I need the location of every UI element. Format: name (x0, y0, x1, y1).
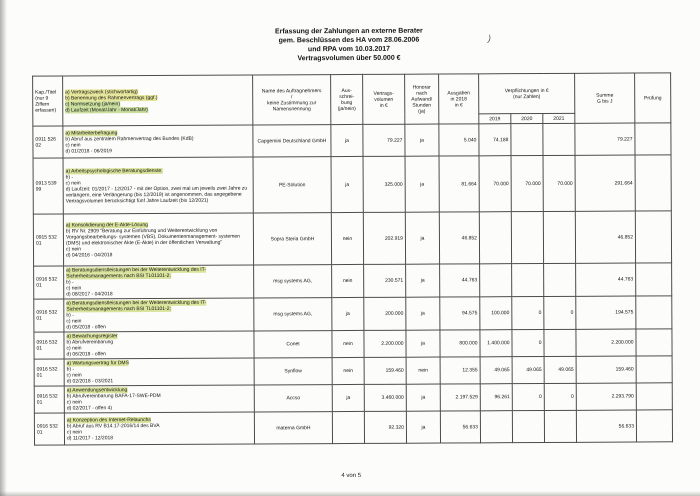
zweck-b-text: b) - (66, 312, 74, 319)
honorar-header-line: Aufwand/ (411, 96, 433, 103)
summe-header-line: G bis J (596, 98, 613, 105)
col-header-verpflichtungen (479, 73, 575, 114)
zweck-c-text: c) nein (66, 399, 82, 406)
summe-header-line: Summe (596, 92, 614, 99)
ausschreibung-cell: ja (331, 124, 363, 156)
verpflichtung-2019-cell: 1.400.000 (480, 330, 512, 357)
zweck-b-text: b) - (66, 279, 74, 286)
ausschreibung-header-line: (ja/nein) (337, 105, 356, 112)
summe-cell: 291.664 (575, 155, 635, 211)
honorar-cell: ja (406, 264, 440, 297)
auftragnehmer-cell: PE-Solution (253, 157, 331, 213)
verpflichtung-2020-cell (512, 410, 544, 442)
vertragsvolumen-cell: 325.000 (363, 156, 405, 212)
auftragnehmer-header-line: / (290, 93, 293, 100)
year-header-2019: 2019 (479, 114, 511, 124)
vertragszweck-cell (63, 213, 253, 266)
title-line-2: gem. Beschlüssen des HA vom 28.06.2006 (278, 36, 420, 45)
ausgaben-header-line: in 2018 (450, 95, 467, 102)
col-header-vertragszweck (63, 75, 253, 126)
vertragszweck-cell (63, 157, 253, 214)
zweck-header-d-text: d) Laufzeit (Monat/Jahr - Monat/Jahr) (65, 106, 148, 113)
pruefung-cell (636, 356, 672, 383)
table-row (34, 410, 672, 445)
zweck-a-text: a) Konzeption des Internet-Relaunchs (66, 416, 151, 423)
zweck-a-text: a) Arbeitspsychologische Beratungsdienste; (65, 167, 163, 174)
kap-titel-cell: 0916 532 01 (34, 299, 64, 332)
table-row (33, 155, 671, 214)
honorar-cell: nein (406, 357, 440, 384)
col-header-honorar (405, 74, 439, 124)
zweck-c-text: c) nein (66, 372, 82, 379)
beraterzahlungen-table (32, 72, 673, 445)
zweck-b-text: b) - (66, 366, 75, 373)
zweck-line-a (66, 267, 251, 280)
zweck-header-c-text: c) Normsetzung (ja/nein) (65, 100, 121, 107)
col-header-kap-titel (33, 76, 63, 126)
zweck-line-d (66, 324, 251, 331)
verpflichtung-2019-cell (480, 264, 512, 297)
ausgaben-header-line: in € (454, 101, 463, 108)
kap-header-line: Kap./Titel (35, 89, 57, 96)
kap-header-line: erfassen) (35, 107, 57, 114)
kap-titel-cell: 0916 532 01 (34, 359, 64, 386)
zweck-b-text: b) Abrufvereinbarung (66, 339, 114, 346)
summe-cell: 2.293.790 (576, 383, 636, 410)
zweck-b-text: b) Abruf aus zentralem Rahmenvertrag des Bundes (KdB) (65, 135, 194, 142)
pruefung-cell (636, 329, 672, 356)
col-header-ausgaben-2018 (439, 74, 479, 124)
auftragnehmer-cell: Capgemini Deutschland GmbH (253, 125, 331, 157)
auftragnehmer-cell: msg systems AG, (254, 298, 332, 331)
zweck-line-a (66, 300, 251, 313)
verpflichtung-2021-cell: 0 (544, 383, 576, 410)
table-row (34, 329, 672, 359)
honorar-cell: ja (406, 330, 440, 357)
vertragsvolumen-cell: 92.320 (364, 411, 406, 443)
summe-cell: 79.227 (575, 123, 635, 155)
zweck-line-d (67, 405, 252, 412)
col-header-summe (575, 73, 635, 123)
verpflichtung-2019-cell: 49.065 (480, 357, 512, 384)
honorar-cell: ja (406, 411, 440, 443)
auftragnehmer-header-line: Namensnennung (272, 105, 311, 112)
pruefung-cell (636, 410, 672, 442)
auftragnehmer-cell: Accso (254, 385, 332, 412)
zweck-line-b (66, 227, 251, 246)
verpflichtung-2021-cell (543, 123, 575, 155)
kap-titel-cell: 0913 539 99 (33, 158, 63, 214)
honorar-cell: ja (406, 384, 440, 411)
ausschreibung-cell: ja (331, 156, 363, 212)
honorar-cell: ja (406, 297, 440, 330)
vertragszweck-cell (63, 125, 253, 158)
ausgaben-cell: 46.852 (439, 212, 479, 264)
zweck-d-text: d) 06/2018 - offen (66, 351, 106, 358)
vertragszweck-cell (64, 298, 254, 332)
col-header-auftragnehmer (253, 75, 331, 125)
honorar-cell: ja (405, 124, 439, 156)
table-body (33, 123, 673, 445)
ausschreibung-cell: ja (332, 297, 364, 330)
zweck-header-a-text: a) Vertragszweck (stichwortartig) (65, 88, 138, 95)
ausschreibung-cell: nein (332, 330, 364, 357)
kap-titel-cell: 0911 526 02 (33, 126, 63, 158)
ausschreibung-cell (332, 411, 364, 443)
pruefung-cell (636, 296, 672, 329)
auftragnehmer-cell: msg systems AG, (254, 265, 332, 298)
vertragsvolumen-cell: 200.000 (364, 297, 406, 330)
zweck-b-text: b) - (65, 173, 74, 180)
zweck-a-text: a) Konsolidierung der E-Akte-Lösung (65, 221, 148, 228)
ausschreibung-cell: nein (331, 212, 363, 264)
summe-cell: 159.460 (576, 356, 636, 383)
zweck-c-text: c) nein (66, 285, 82, 292)
zweck-d-text: d) 04/2016 - 04/2018 (66, 251, 113, 258)
title-line-4: Vertragsvolumen über 50.000 € (297, 54, 401, 63)
vertragsvolumen-cell: 230.571 (364, 264, 406, 297)
zweck-header-b-text: b) Benennung des Rahmenvertrags (ggf.) (65, 94, 158, 101)
verpflichtung-2019-cell: 70.000 (479, 156, 511, 212)
zweck-c-text: c) nein (66, 318, 82, 325)
ausschreibung-header-line: schrei- (339, 93, 355, 100)
zweck-line-d (67, 378, 252, 385)
zweck-b-text: b) RV Nr. 2909 "Beratung zur Einführung und Weiterentwicklung von Vorgangsbearbeitungs- systemen (VBS), Dokumentenmanagement- systemen (DMS) und elektronischer Akte (E-Akte) in der öffentlichen Verwaltung" (65, 227, 240, 246)
verpflichtung-2020-cell (511, 211, 543, 263)
ausschreibung-header-line: Aus- (341, 87, 352, 94)
verpflichtung-2019-cell: 100.000 (480, 297, 512, 330)
zweck-a-text: a) Mitarbeiterbefragung (65, 129, 118, 136)
verpflichtung-2019-cell: 74.188 (479, 124, 511, 156)
summe-cell: 44.763 (576, 263, 636, 296)
zweck-c-text: c) nein (65, 245, 82, 252)
verpflichtung-2021-cell (543, 211, 575, 263)
table-row (34, 263, 672, 299)
ausschreibung-cell: nein (332, 264, 364, 297)
document-title (0, 25, 699, 65)
verpflichtung-2020-cell: 70.000 (511, 155, 543, 211)
verpflichtung-2019-cell: 96.261 (480, 384, 512, 411)
ausgaben-cell: 5.040 (439, 124, 479, 156)
honorar-header-line: Honorar (412, 84, 431, 91)
zweck-line-d (67, 351, 252, 358)
auftragnehmer-cell: Synflow (254, 358, 332, 385)
kap-header-line: (nur 9 Ziffern (35, 95, 50, 108)
handwritten-scan-mark: ) (486, 33, 493, 44)
verpflichtung-2020-cell: 0 (512, 296, 544, 329)
auftragnehmer-cell: Conet (254, 331, 332, 358)
zweck-c-text: c) nein (65, 179, 81, 186)
honorar-header-line: nach (416, 90, 428, 97)
verpflichtungen-header-line: (nur Zahlen) (513, 93, 541, 100)
zweck-line-d (67, 434, 252, 441)
zweck-c-text: c) nein (66, 345, 82, 352)
zweck-d-text: d) 02/2018 - 03/2021 (66, 378, 114, 385)
vertragsvolumen-cell: 79.227 (363, 124, 405, 156)
ausgaben-header-line: Ausgaben (447, 89, 470, 96)
vertragsvolumen-cell: 202.919 (363, 212, 405, 264)
kap-titel-cell: 0915 532 01 (33, 214, 63, 266)
pruefung-cell (635, 155, 671, 211)
summe-cell: 194.575 (576, 296, 636, 329)
verpflichtung-2019-cell (480, 411, 512, 443)
kap-titel-cell: 0916 532 01 (34, 266, 64, 299)
zweck-a-text: a) Beratungsdienstleistungen bei der Weiterentwicklung des IT- Sicherheitsmanagements nach BSI TL01101-2; (66, 266, 207, 280)
zweck-d-text: d) 02/2017 - offen 4) (66, 405, 113, 412)
zweck-a-text: a) Bewachungsregister (66, 333, 118, 340)
vertragsvolumen-cell: 3.460.000 (364, 384, 406, 411)
pruefung-cell (635, 211, 671, 263)
page-number: 4 von 5 (341, 472, 362, 480)
verpflichtungen-header-line: Verpflichtungen in € (504, 87, 549, 94)
auftragnehmer-header-line: keine Zustimmung zur (267, 99, 317, 106)
table-row (34, 296, 672, 332)
zweck-d-text: d) Laufzeit: 01/2017 - 12/2017 - mit der Option, zwei mal um jeweils zwei Jahre zu verlängern, eine Verlängerung (bis 12/2019) ist angenommen, das angegebene Vertragsvolumen berücksichtigt fünf Jahre Laufzeit (bis 12/2021) (65, 185, 248, 204)
volumen-header-line: volumen (374, 96, 394, 103)
honorar-cell: ja (405, 212, 439, 264)
zweck-a-text: a) Beratungsdienstleistungen bei der Weiterentwicklung des IT- Sicherheitsmanagements nach BSI TL01101-2; (66, 299, 207, 313)
vertragszweck-cell (64, 412, 254, 445)
ausschreibung-cell: nein (332, 357, 364, 384)
table-row (34, 383, 672, 413)
ausgaben-cell: 56.633 (440, 411, 480, 443)
ausschreibung-header-line: bung (341, 99, 353, 106)
verpflichtung-2021-cell (544, 263, 576, 296)
honorar-header-line: Stunden (412, 102, 432, 109)
table-row (33, 123, 671, 158)
zweck-d-text: d) 11/2017 - 12/2018 (66, 434, 114, 441)
pruefung-cell (635, 123, 671, 155)
verpflichtung-2020-cell: 49.065 (512, 356, 544, 383)
zweck-c-text: c) nein (66, 428, 82, 435)
ausgaben-cell: 12.355 (440, 357, 480, 384)
volumen-header-line: Vertrags- (373, 90, 394, 97)
auftragnehmer-cell: Sopra Steria GmbH (253, 213, 331, 265)
zweck-c-text: c) nein (65, 141, 81, 148)
verpflichtung-2021-cell: 70.000 (543, 155, 575, 211)
summe-cell: 2.200.000 (576, 329, 636, 356)
ausgaben-cell: 94.575 (440, 297, 480, 330)
ausgaben-cell: 2.197.529 (440, 384, 480, 411)
table-row (33, 211, 671, 266)
ausgaben-cell: 800.000 (440, 330, 480, 357)
verpflichtung-2019-cell (479, 212, 511, 264)
pruefung-cell (636, 383, 672, 410)
kap-titel-cell: 0916 532 01 (34, 386, 64, 413)
verpflichtung-2020-cell: 0 (512, 383, 544, 410)
year-header-2021: 2021 (543, 113, 575, 123)
auftragnehmer-cell: materna GmbH (254, 412, 332, 444)
ausgaben-cell: 44.763 (440, 264, 480, 297)
header-row (33, 73, 671, 116)
title-line-1: Erfassung der Zahlungen an externe Berater (274, 27, 423, 36)
pruefung-cell (636, 263, 672, 296)
scan-edge-shadow-left (0, 0, 7, 496)
zweck-line-d (66, 291, 251, 298)
table-row (34, 356, 672, 386)
title-line-3: und RPA vom 10.03.2017 (307, 45, 391, 54)
zweck-line-d (66, 251, 251, 258)
vertragszweck-cell (64, 385, 254, 413)
zweck-a-text: a) Wartungsvertrag für DMS (66, 360, 129, 367)
zweck-header-line-d (65, 106, 250, 113)
zweck-b-text: b) Abrufvereinbarung BAFA-17-SWE-PDM (66, 392, 161, 400)
zweck-d-text: d) 05/2018 - offen (66, 324, 106, 331)
verpflichtung-2020-cell: 0 (512, 329, 544, 356)
verpflichtung-2021-cell (544, 410, 576, 442)
volumen-header-line: in € (379, 102, 388, 109)
zweck-a-text: a) Anwendungsentwicklung (66, 387, 128, 394)
zweck-d-text: d) 08/2017 - 04/2018 (66, 291, 113, 298)
table-header (33, 73, 671, 126)
kap-titel-cell: 0916 532 01 (34, 413, 64, 445)
verpflichtung-2020-cell (512, 263, 544, 296)
vertragszweck-cell (64, 331, 254, 359)
verpflichtung-2021-cell (544, 329, 576, 356)
vertragszweck-cell (64, 358, 254, 386)
verpflichtung-2021-cell: 49.065 (544, 356, 576, 383)
honorar-header-line: (ja) (418, 108, 426, 115)
zweck-b-text: b) Abruf aus RV B14.17-2016/14 des BVA (66, 422, 160, 429)
scan-edge-shadow-bottom (0, 491, 700, 496)
col-header-ausschreibung (331, 74, 363, 124)
vertragsvolumen-cell: 159.460 (364, 357, 406, 384)
ausgaben-cell: 81.664 (439, 156, 479, 212)
col-header-vertragsvolumen (363, 74, 405, 124)
zweck-line-d (66, 185, 251, 204)
col-header-pruefung: Prüfung (635, 73, 671, 123)
ausschreibung-cell: ja (332, 384, 364, 411)
honorar-cell: ja (405, 156, 439, 212)
year-header-2020: 2020 (511, 113, 543, 123)
kap-titel-cell: 0916 532 01 (34, 332, 64, 359)
verpflichtung-2020-cell (511, 123, 543, 155)
summe-cell: 46.852 (575, 211, 635, 263)
summe-cell: 56.633 (576, 410, 636, 442)
zweck-line-d (65, 147, 250, 154)
auftragnehmer-header-line: Name des Auftragnehmers (261, 87, 322, 94)
verpflichtung-2021-cell: 0 (544, 296, 576, 329)
vertragsvolumen-cell: 2.200.000 (364, 330, 406, 357)
zweck-d-text: d) 01/2018 - 06/2019 (65, 147, 112, 154)
vertragszweck-cell (64, 265, 254, 299)
